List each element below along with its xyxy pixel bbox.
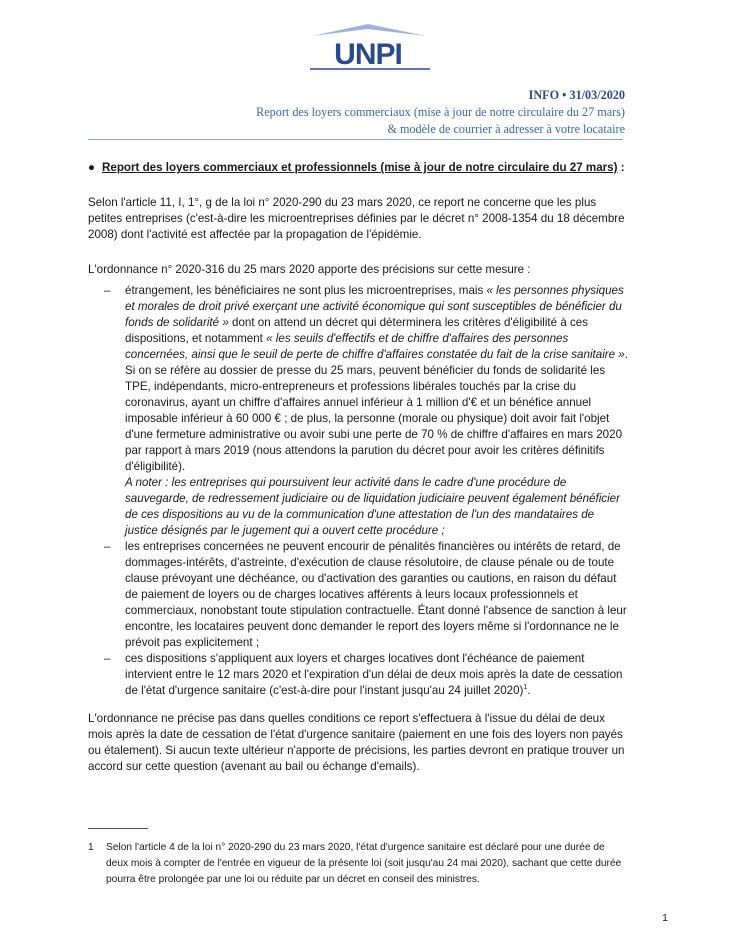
item2-text: les entreprises concernées ne peuvent encourir de pénalités financières ou intérêts de retard, de dommages-intérêts, d'astreinte, d'exécution de clause résolutoire, de clause pénale ou de toute clause prévoyant une déchéance, ou d'activation des garanties ou cautions, en raison du défaut de paiement de loyers ou de charges locatives afférents à leurs locaux professionnels et commerciaux, nonobstant toute stipulation contractuelle. Étant donné l'absence de sanction à leur encontre, les locataires peuvent donc demander le report des loyers même si l'ordonnance ne le prévoit pas explicitement ;	[125, 540, 627, 649]
section-heading	[88, 160, 628, 176]
list-item-3	[88, 651, 628, 699]
measure-list	[88, 283, 628, 699]
info-title: INFO • 31/03/2020	[528, 88, 625, 102]
section-heading-suffix: :	[617, 161, 625, 174]
page-number: 1	[662, 912, 668, 924]
paragraph-3: L'ordonnance ne précise pas dans quelles conditions ce report s'effectuera à l'issue du délai de deux mois après la date de cessation de l'état d'urgence sanitaire (paiement en une fois des loyers non payés ou étalement). Si aucun texte ultérieur n'apporte de précisions, les parties devront en pratique trouver un accord sur cette question (avenant au bail ou échange d'emails).	[88, 712, 625, 773]
item1-quote-2: « les seuils d'effectifs et de chiffre d'affaires des personnes concernées, ainsi que le seuil de perte de chiffre d'affaires constatée du fait de la crise sanitaire »	[125, 332, 625, 361]
footnote-number: 1	[88, 842, 94, 853]
bullet-icon: ●	[88, 161, 96, 174]
item1-text-c: dont on attend un décret qui déterminera les critères d'éligibilité à ces dispositions, et notamment	[125, 316, 589, 345]
item1-quote-1: « les personnes physiques et morales de droit privé exerçant une activité économique qui sont susceptibles de bénéficier du fonds de solidarité »	[125, 284, 624, 329]
dash-marker: –	[104, 652, 111, 665]
dash-marker: –	[104, 540, 111, 553]
logo-text: UNPI	[334, 38, 402, 71]
paragraph-1: Selon l'article 11, I, 1°, g de la loi n° 2020-290 du 23 mars 2020, ce report ne concerne que les plus petites entreprises (c'est-à-dire les microentreprises définies par le décret n° 2008-1354 du 18 décembre 2008) dont l'activité est affectée par la propagation de l'épidémie.	[88, 196, 625, 241]
logo-roof	[312, 24, 426, 36]
paragraph-2: L'ordonnance n° 2020-316 du 25 mars 2020 apporte des précisions sur cette mesure :	[88, 263, 531, 276]
footnote	[88, 840, 628, 888]
item3-text: ces dispositions s'appliquent aux loyers et charges locatives dont l'échéance de paiement intervient entre le 12 mars 2020 et l'expiration d'un délai de deux mois après la date de cessation de l'état d'urgence sanitaire (c'est-à-dire pour l'instant jusqu'au 24 juillet 2020)	[125, 652, 623, 697]
info-subtitle-line1: Report des loyers commerciaux (mise à jour de notre circulaire du 27 mars)	[256, 105, 625, 119]
item1-text-a: étrangement, les bénéficiaires ne sont plus les microentreprises, mais	[125, 284, 487, 297]
item3-end: .	[527, 684, 531, 697]
item1-text-e: . Si on se réfère au dossier de presse du 25 mars, peuvent bénéficier du fonds de solidarité les TPE, indépendants, micro-entrepreneurs et professions libérales touchés par la crise du coronavirus, ayant un chiffre d'affaires annuel inférieur à 1 million d'€ et un bénéfice annuel imposable inférieur à 60 000 € ; de plus, la personne (morale ou physique) doit avoir fait l'objet d'une fermeture administrative ou avoir subi une perte de 70 % de chiffre d'affaires en mars 2020 par rapport à mars 2019 (nous attendons la parution du décret pour avoir les critères définitifs d'éligibilité).	[125, 348, 628, 473]
document-body	[88, 160, 628, 775]
header-divider	[88, 139, 623, 140]
item1-note: A noter : les entreprises qui poursuivent leur activité dans le cadre d'une procédure de sauvegarde, de redressement judiciaire ou de liquidation judiciaire peuvent également bénéficier de ces dispositions au vu de la communication d'une attestation de l'un des mandataires de justice désignés par le jugement qui a ouvert cette procédure ;	[125, 476, 620, 537]
list-item-2	[88, 539, 628, 651]
footnote-ref: 1	[523, 684, 528, 692]
list-item-1	[88, 283, 628, 539]
footnote-divider	[88, 828, 148, 829]
info-subtitle-line2: & modèle de courrier à adresser à votre locataire	[387, 122, 625, 136]
dash-marker: –	[104, 284, 111, 297]
footnote-text: Selon l'article 4 de la loi n° 2020-290 du 23 mars 2020, l'état d'urgence sanitaire est déclaré pour une durée de deux mois à compter de l'entrée en vigueur de la présente loi (soit jusqu'au 24 mai 2020), sachant que cette durée pourra être prolongée par une loi ou réduite par un décret en conseil des ministres.	[106, 842, 622, 885]
section-heading-text: Report des loyers commerciaux et professionnels (mise à jour de notre circulaire du 27 mars)	[102, 161, 618, 174]
unpi-logo	[298, 22, 438, 74]
info-header	[256, 87, 625, 138]
